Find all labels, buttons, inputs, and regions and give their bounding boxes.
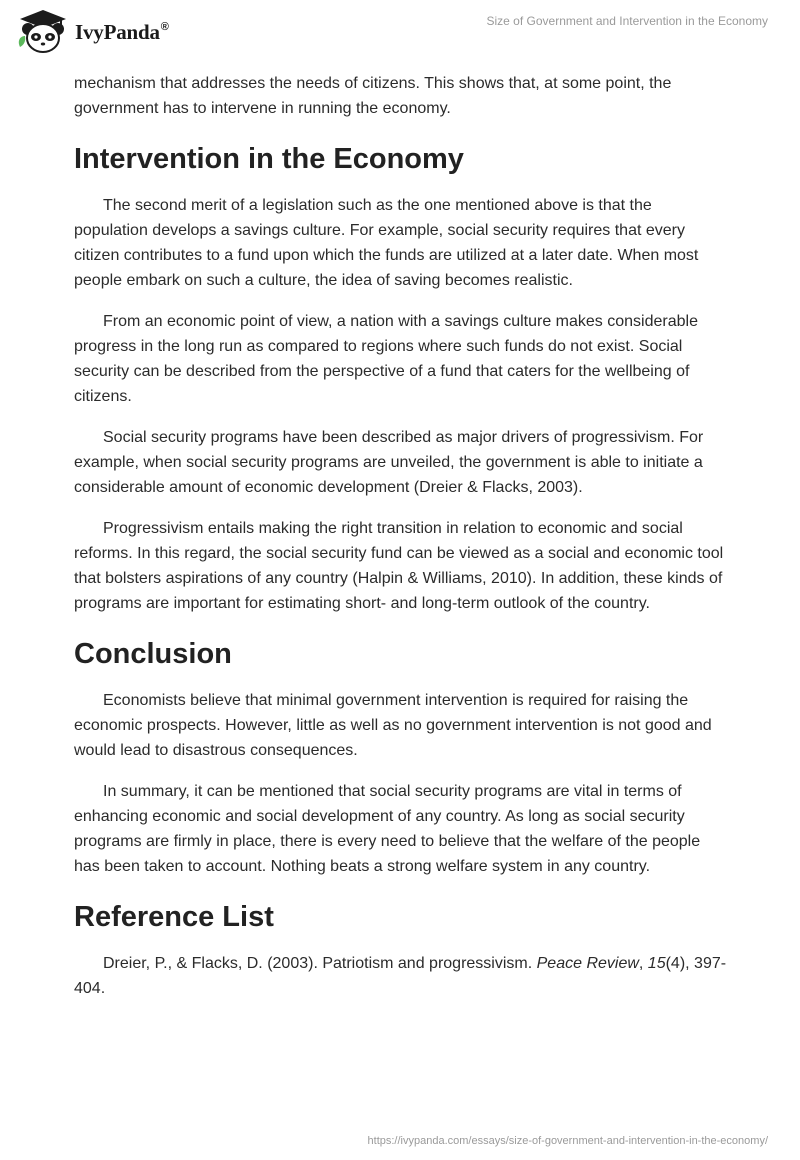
brand-name: IvyPanda® <box>75 19 169 44</box>
source-url[interactable]: https://ivypanda.com/essays/size-of-government-and-intervention-in-the-economy/ <box>367 1135 768 1147</box>
page-header <box>0 0 800 70</box>
paragraph: The second merit of a legislation such as the one mentioned above is that the population develops a savings culture. For example, social security requires that every citizen contributes to a fund upon which the funds are utilized at a later date. When most people embark on such a culture, the idea of saving becomes realistic. <box>74 197 699 289</box>
intro-paragraph: mechanism that addresses the needs of citizens. This shows that, at some point, the government has to intervene in running the economy. <box>74 75 672 117</box>
paragraph: Social security programs have been described as major drivers of progressivism. For example, when social security programs are unveiled, the government is able to initiate a considerable amount of economic development (Dreier & Flacks, 2003). <box>74 429 704 496</box>
heading-reference-list: Reference List <box>74 901 274 933</box>
ivypanda-logo[interactable] <box>14 9 169 55</box>
paragraph: From an economic point of view, a nation with a savings culture makes considerable progress in the long run as compared to regions where such funds do not exist. Social security can be described from the perspective of a fund that caters for the wellbeing of citizens. <box>74 313 698 405</box>
paragraph: In summary, it can be mentioned that social security programs are vital in terms of enhancing economic and social development of any country. As long as social security programs are firmly in place, there is every need to believe that the welfare of the people has been taken to account. Nothing beats a strong welfare system in any country. <box>74 783 701 875</box>
reference-item: Dreier, P., & Flacks, D. (2003). Patriotism and progressivism. Peace Review, 15(4), 397-404. <box>74 955 727 997</box>
journal-volume: 15 <box>647 955 666 972</box>
heading-conclusion: Conclusion <box>74 638 232 670</box>
essay-content <box>74 71 730 1001</box>
heading-intervention: Intervention in the Economy <box>74 143 464 175</box>
paragraph: Economists believe that minimal government intervention is required for raising the economic prospects. However, little as well as no government intervention is not good and would lead to disastrous consequences. <box>74 692 712 759</box>
panda-mascot-icon <box>14 9 72 55</box>
paragraph: Progressivism entails making the right transition in relation to economic and social reforms. In this regard, the social security fund can be viewed as a social and economic tool that bolsters aspirations of any country (Halpin & Williams, 2010). In addition, these kinds of programs are important for estimating short- and long-term outlook of the country. <box>74 520 724 612</box>
journal-title: Peace Review <box>536 955 639 972</box>
document-title: Size of Government and Intervention in the Economy <box>486 14 768 28</box>
